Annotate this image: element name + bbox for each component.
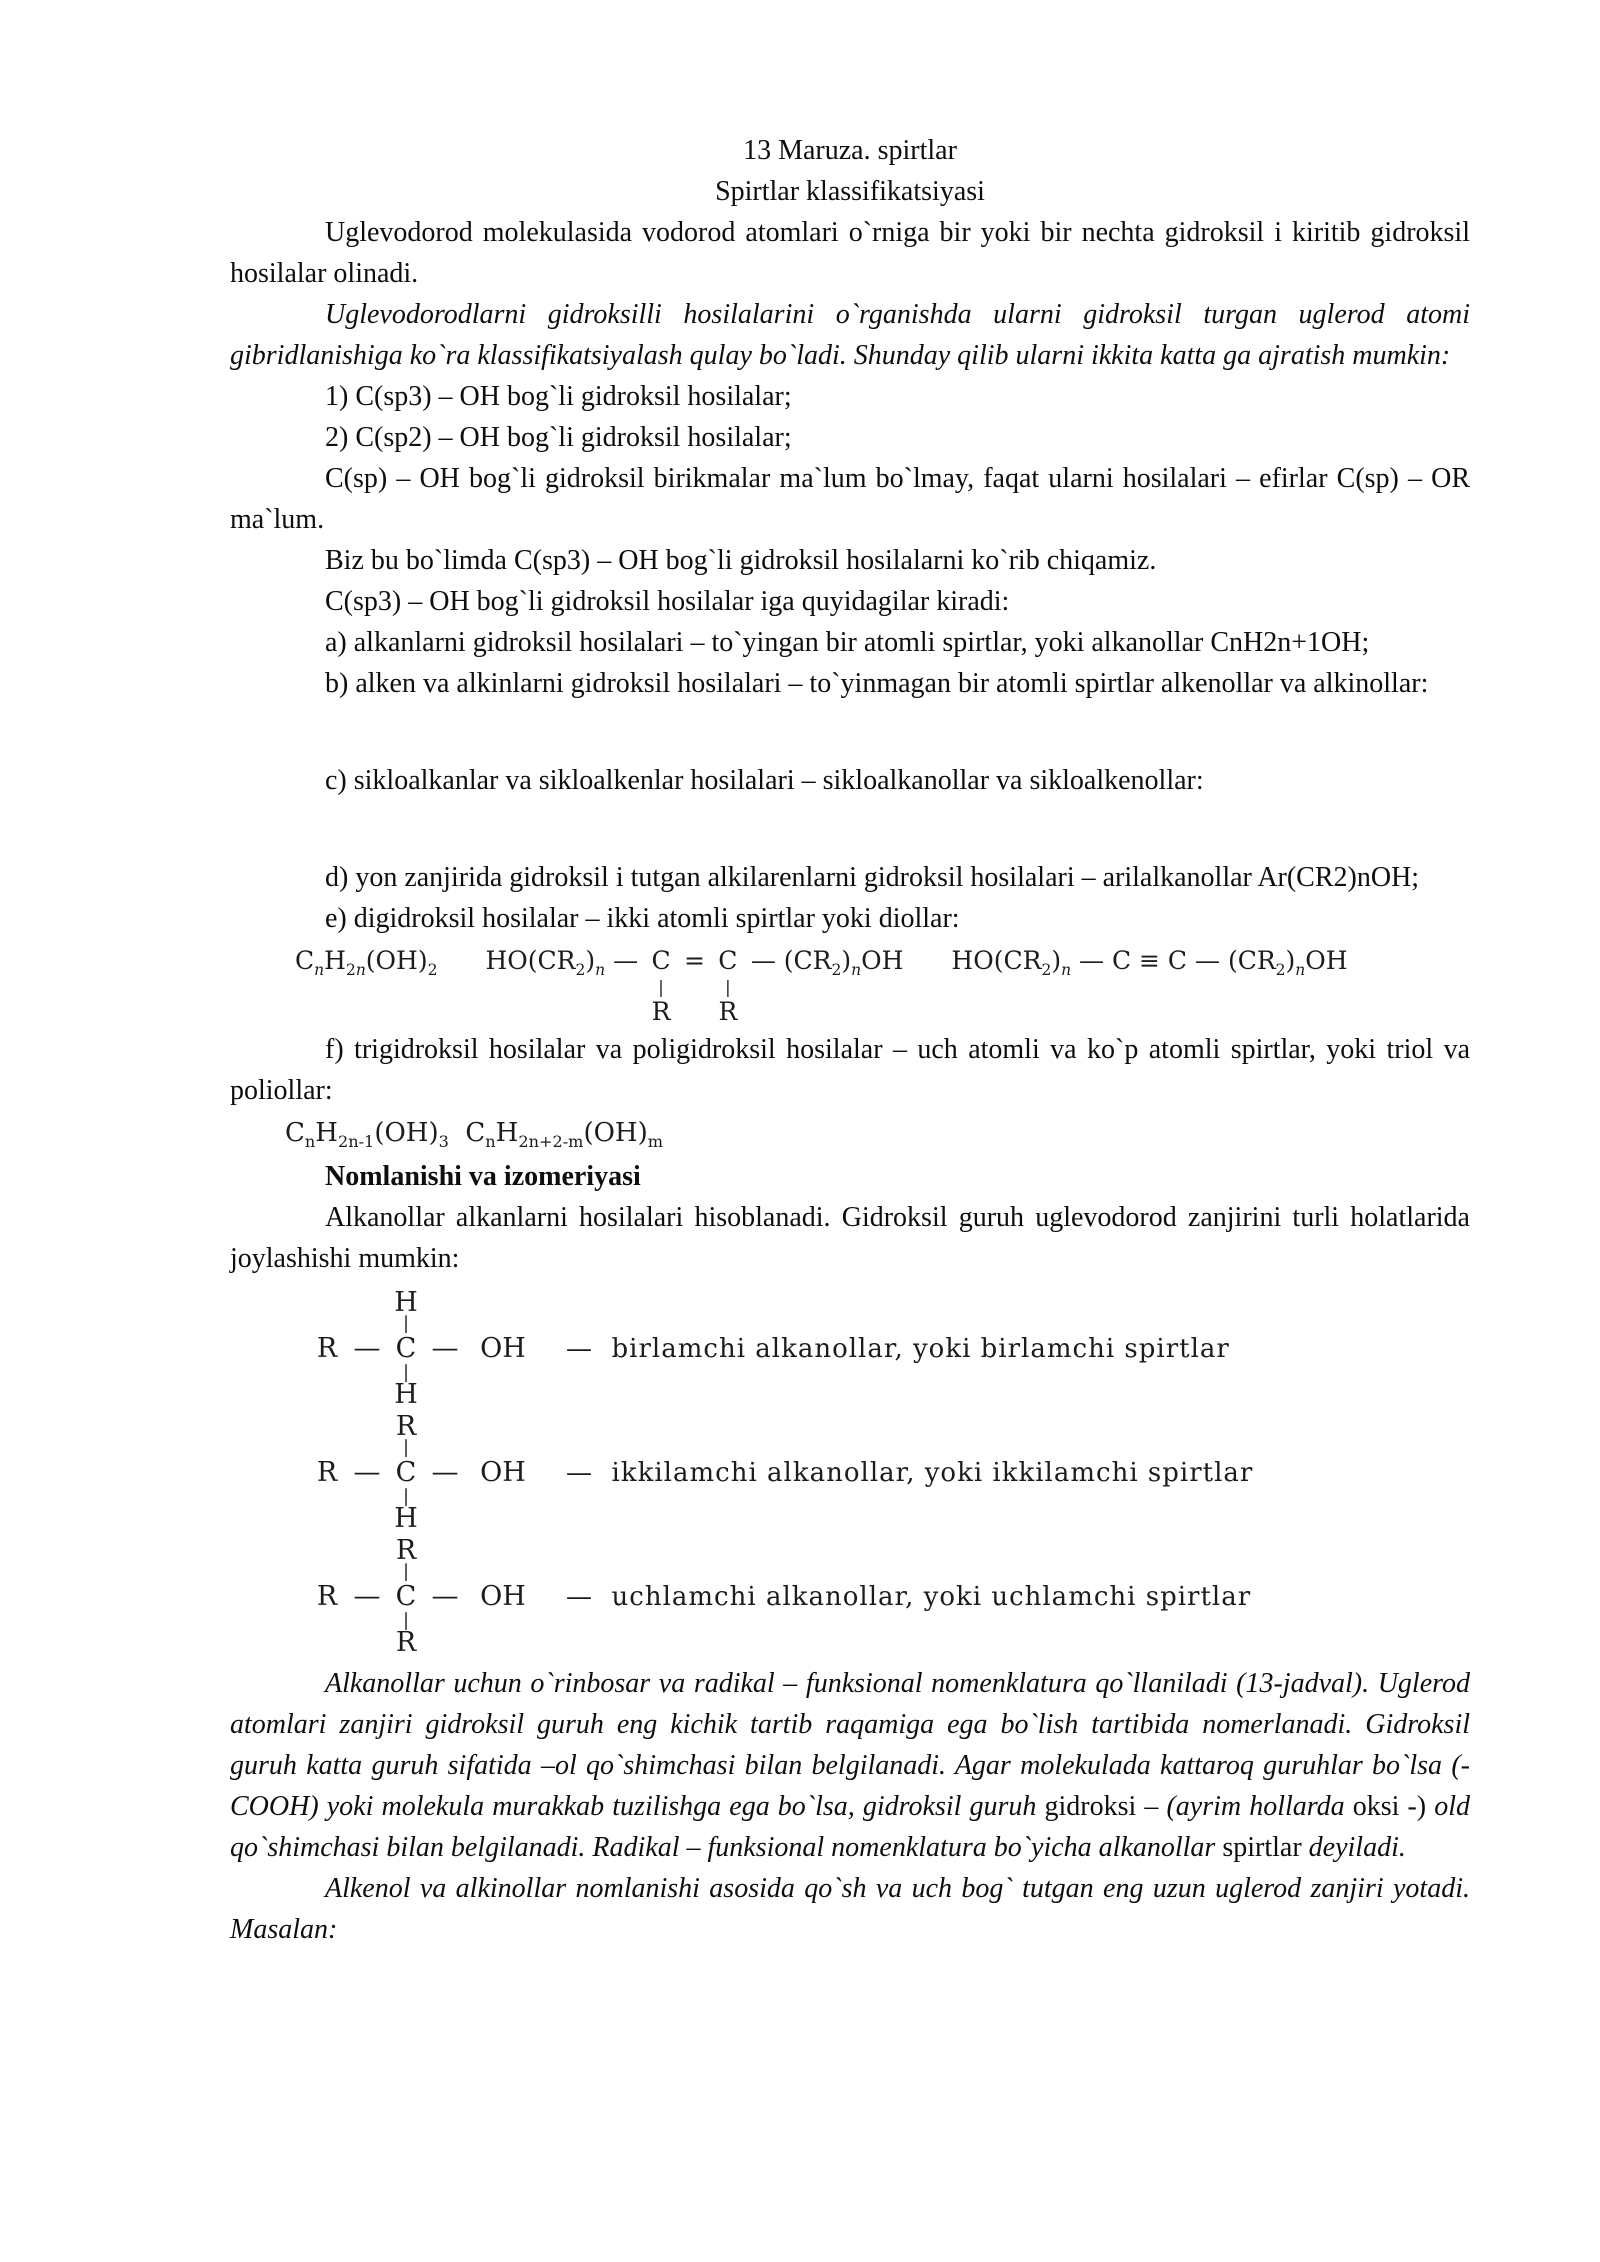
vertical-bond: | [658, 978, 664, 998]
paragraph [230, 1663, 1470, 1868]
paragraph [230, 857, 1470, 898]
formula-subscript: n [1061, 961, 1072, 979]
structure-label: — birlamchi alkanollar, yoki birlamchi spirtlar [566, 1334, 1230, 1364]
structure-label: — ikkilamchi alkanollar, yoki ikkilamchi spirtlar [566, 1458, 1254, 1488]
paragraph-text: c) sikloalkanlar va sikloalkenlar hosilalari – sikloalkanollar va sikloalkenollar: [325, 765, 1204, 796]
diol-formula-part: = [676, 946, 713, 975]
vertical-bond-row [310, 1315, 1470, 1334]
vertical-bond: | [725, 978, 731, 998]
paragraph [230, 458, 1470, 540]
vertical-bond-row [310, 1364, 1470, 1383]
paragraph-text: oksi -) [1352, 1791, 1435, 1822]
formula-subscript: 2 [1041, 961, 1052, 979]
paragraph [230, 1029, 1470, 1111]
formula-subscript: m [647, 1132, 664, 1152]
paragraph-text: spirtlar [1222, 1832, 1309, 1863]
structure-main-row [310, 1334, 1470, 1364]
bottom-substituent: H [394, 1379, 418, 1410]
r-substituent [743, 999, 904, 1025]
paragraph-text: Biz bu bo`limda C(sp3) – OH bog`li gidroksil hosilalarni ko`rib chiqamiz. [325, 545, 1157, 576]
top-substituent-row [310, 1411, 1470, 1442]
formula-subscript: n [314, 961, 325, 979]
horizontal-bond: — [353, 1457, 381, 1488]
carbon-atom: C [395, 1581, 417, 1612]
paragraph-text: Alkanollar alkanlarni hosilalari hisoblanadi. Gidroksil guruh uglevodorod zanjirini turli holatlarida joylashishi mumkin: [230, 1202, 1470, 1274]
paragraph [230, 376, 1470, 417]
formula-subscript: n [595, 961, 606, 979]
paragraph-text: old qo`shimchasi bilan belgilanadi. Radikal – funksional nomenklatura bo`yicha alkanollar [230, 1791, 1470, 1863]
paragraph-text: (ayrim hollarda [1166, 1791, 1353, 1822]
bottom-substituent-row [310, 1379, 1470, 1410]
diol-formula-alkynediol: $HO(CR_2)_n$ — C ≡ C — $(CR_2)_nOH$ [951, 946, 1348, 979]
horizontal-bond: — [431, 1333, 459, 1364]
horizontal-bond: — [431, 1581, 459, 1612]
r-substituent [743, 977, 904, 999]
document-title-line: 13 Maruza. spirtlar [743, 135, 957, 166]
vertical-bond: | [402, 1362, 410, 1383]
formula-subscript: 2 [1275, 961, 1286, 979]
alcohol-structure-diagrams [310, 1287, 1470, 1658]
structure-diagram [310, 1535, 1470, 1658]
top-substituent: H [394, 1287, 418, 1318]
r-group: R [316, 1457, 338, 1488]
r-substituent [485, 977, 646, 999]
top-substituent-row [310, 1535, 1470, 1566]
hydroxyl-group: OH [480, 1333, 526, 1364]
horizontal-bond: — [353, 1581, 381, 1612]
paragraph-text: Uglevodorodlarni gidroksilli hosilalarini o`rganishda ularni gidroksil turgan uglerod atomi gibridlanishiga ko`ra klassifikatsiyalash qulay bo`ladi. Shunday qilib ularni ikkita katta ga ajratish mumkin: [230, 299, 1470, 371]
r-group: R [316, 1581, 338, 1612]
vertical-bond: | [402, 1486, 410, 1507]
paragraph [230, 540, 1470, 581]
paragraph [230, 898, 1470, 939]
paragraph-text: d) yon zanjirida gidroksil i tutgan alkilarenlarni gidroksil hosilalari – arilalkanollar Ar(CR2)nOH; [325, 862, 1420, 893]
formula-subscript: n [485, 1132, 496, 1152]
paragraph [230, 663, 1470, 704]
diol-formula-alkenediol [485, 945, 903, 1025]
paragraph [230, 622, 1470, 663]
carbon-atom: C [395, 1457, 417, 1488]
vertical-bond: | [402, 1561, 410, 1582]
r-group: R [316, 1333, 338, 1364]
paragraph [230, 760, 1470, 801]
paragraph-text: 1) C(sp3) – OH bog`li gidroksil hosilalar; [325, 381, 792, 412]
paragraph-text: b) alken va alkinlarni gidroksil hosilalari – to`yinmagan bir atomli spirtlar alkenollar va alkinollar: [325, 668, 1429, 699]
diol-formula-alkanediol: $C_nH_{2n}(OH)_2$ [295, 946, 438, 979]
paragraph-text: e) digidroksil hosilalar – ikki atomli spirtlar yoki diollar: [325, 903, 960, 934]
formula-subscript: 2 [831, 961, 842, 979]
horizontal-bond: — [353, 1333, 381, 1364]
paragraph [230, 1156, 1470, 1197]
paragraph-text: 2) C(sp2) – OH bog`li gidroksil hosilalar; [325, 422, 792, 453]
formula-subscript: n [355, 961, 366, 979]
r-substituent [676, 999, 713, 1025]
vertical-bond: | [402, 1610, 410, 1631]
structure-main-row [310, 1582, 1470, 1612]
paragraph [230, 1197, 1470, 1279]
structure-diagram [310, 1287, 1470, 1410]
paragraph [230, 417, 1470, 458]
bottom-substituent: R [395, 1627, 417, 1658]
hydroxyl-group: OH [480, 1581, 526, 1612]
formula-subscript: 2 [575, 961, 586, 979]
r-substituent: R [651, 997, 671, 1026]
paragraph-text: C(sp) – OH bog`li gidroksil birikmalar ma`lum bo`lmay, faqat ularni hosilalari – efirlar C(sp) – OR ma`lum. [230, 463, 1470, 535]
bottom-substituent: H [394, 1503, 418, 1534]
diol-formula-part: — $(CR_2)_nOH$ [742, 946, 904, 979]
paragraph [230, 1868, 1470, 1950]
vertical-bond: | [402, 1437, 410, 1458]
bottom-substituent-row [310, 1503, 1470, 1534]
bottom-substituent-row [310, 1627, 1470, 1658]
r-substituent [676, 977, 713, 999]
formula-subscript: n [1295, 961, 1306, 979]
formula-subscript: 2n-1 [337, 1132, 375, 1152]
structure-diagram [310, 1411, 1470, 1534]
top-substituent: R [395, 1411, 417, 1442]
r-substituent [485, 999, 646, 1025]
vertical-bond: | [402, 1313, 410, 1334]
paragraph-text: Nomlanishi va izomeriyasi [325, 1161, 641, 1192]
formula-subscript: 3 [438, 1132, 449, 1152]
paragraph-text: a) alkanlarni gidroksil hosilalari – to`yingan bir atomli spirtlar, yoki alkanollar CnH2n+1OH; [325, 627, 1370, 658]
formula-subscript: 2 [345, 961, 356, 979]
hydroxyl-group: OH [480, 1457, 526, 1488]
formula-subscript: 2n+2-m [518, 1132, 584, 1152]
paragraph [230, 294, 1470, 376]
paragraph-text: deyiladi. [1308, 1832, 1406, 1863]
diol-formula-part: C [651, 946, 671, 975]
paragraph-text: Alkenol va alkinollar nomlanishi asosida qo`sh va uch bog` tutgan eng uzun uglerod zanjiri yotadi. Masalan: [230, 1873, 1470, 1945]
horizontal-bond: — [431, 1457, 459, 1488]
diol-formula-part: $HO(CR_2)_n$ — [485, 946, 647, 979]
r-substituent: R [718, 997, 738, 1026]
paragraph-text: f) trigidroksil hosilalar va poligidroksil hosilalar – uch atomli va ko`p atomli spirtlar, yoki triol va poliollar: [230, 1034, 1470, 1106]
formula-subscript: 2 [427, 961, 438, 979]
formula-subscript: n [851, 961, 862, 979]
carbon-atom: C [395, 1333, 417, 1364]
document-title-line: Spirtlar klassifikatsiyasi [715, 176, 985, 207]
diol-formula-part: C [718, 946, 738, 975]
paragraph [230, 581, 1470, 622]
chem-formula-polyols: $C_nH_{2n-1}(OH)_3$ $C_nH_{2n+2-m}(OH)_m$ [285, 1118, 664, 1152]
chem-formula-diols [295, 945, 1470, 1025]
structure-main-row [310, 1458, 1470, 1488]
formula-subscript: n [304, 1132, 316, 1152]
vertical-bond-row [310, 1488, 1470, 1507]
structure-label: — uchlamchi alkanollar, yoki uchlamchi spirtlar [566, 1582, 1252, 1612]
paragraph [230, 212, 1470, 294]
paragraph-text: Alkanollar uchun o`rinbosar va radikal – funksional nomenklatura qo`llaniladi (13-jadval). Uglerod atomlari zanjiri gidroksil guruh eng kichik tartib raqamiga ega bo`lish tartibida nomerlanadi. Gidroksil guruh katta guruh sifatida –ol qo`shimchasi bilan belgilanadi. Agar molekulada kattaroq guruhlar bo`lsa (-COOH) yoki molekula murakkab tuzilishga ega bo`lsa, gidroksil guruh [230, 1668, 1470, 1822]
vertical-bond-row [310, 1439, 1470, 1458]
paragraph-text: gidroksi – [1044, 1791, 1167, 1822]
vertical-bond-row [310, 1612, 1470, 1631]
top-substituent-row [310, 1287, 1470, 1318]
paragraph-text: Uglevodorod molekulasida vodorod atomlari o`rniga bir yoki bir nechta gidroksil i kiritib gidroksil hosilalar olinadi. [230, 217, 1470, 289]
top-substituent: R [395, 1535, 417, 1566]
vertical-bond-row [310, 1563, 1470, 1582]
paragraph-text: C(sp3) – OH bog`li gidroksil hosilalar iga quyidagilar kiradi: [325, 586, 1010, 617]
